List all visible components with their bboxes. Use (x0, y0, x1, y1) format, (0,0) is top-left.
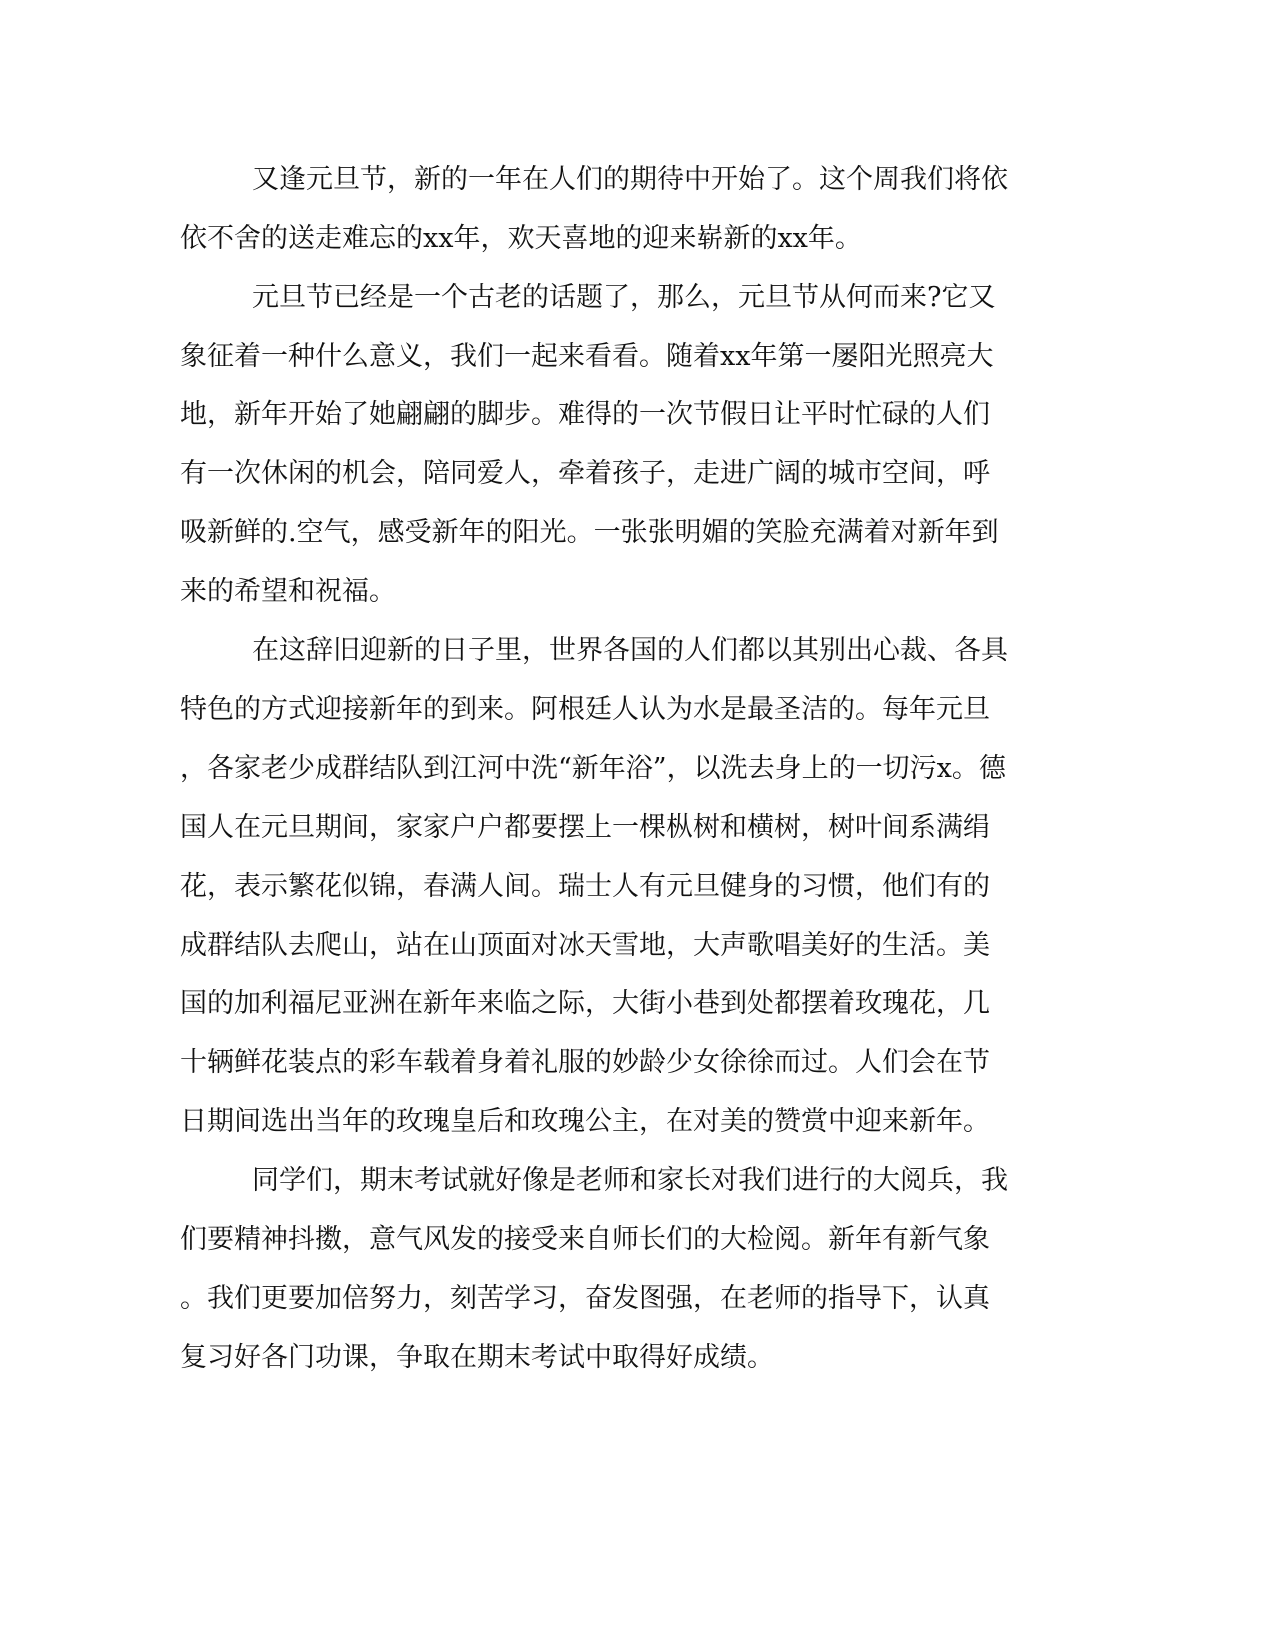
paragraph-2-line-3: 地，新年开始了她翩翩的脚步。难得的一次节假日让平时忙碌的人们 (180, 399, 990, 430)
paragraph-2-line-4: 有一次休闲的机会，陪同爱人，牵着孩子，走进广阔的城市空间，呼 (180, 458, 990, 489)
paragraph-3-line-8: 十辆鲜花装点的彩车载着身着礼服的妙龄少女徐徐而过。人们会在节 (180, 1047, 990, 1078)
paragraph-3-line-7: 国的加利福尼亚洲在新年来临之际，大街小巷到处都摆着玫瑰花，几 (180, 988, 990, 1019)
paragraph-2-line-5: 吸新鲜的.空气，感受新年的阳光。一张张明媚的笑脸充满着对新年到 (180, 517, 999, 548)
paragraph-3-line-9: 日期间选出当年的玫瑰皇后和玫瑰公主，在对美的赞赏中迎来新年。 (180, 1106, 990, 1137)
paragraph-1-line-1: 又逢元旦节，新的一年在人们的期待中开始了。这个周我们将依 (252, 164, 1008, 195)
paragraph-3-line-1: 在这辞旧迎新的日子里，世界各国的人们都以其别出心裁、各具 (252, 635, 1008, 666)
paragraph-3-line-6: 成群结队去爬山，站在山顶面对冰天雪地，大声歌唱美好的生活。美 (180, 930, 990, 961)
paragraph-2-line-6: 来的希望和祝福。 (180, 576, 396, 607)
paragraph-4-line-3: 。我们更要加倍努力，刻苦学习，奋发图强，在老师的指导下，认真 (180, 1283, 990, 1314)
paragraph-2-line-1: 元旦节已经是一个古老的话题了，那么，元旦节从何而来?它又 (252, 282, 996, 313)
paragraph-1-line-2: 依不舍的送走难忘的xx年，欢天喜地的迎来崭新的xx年。 (180, 223, 862, 254)
paragraph-3-line-5: 花，表示繁花似锦，春满人间。瑞士人有元旦健身的习惯，他们有的 (180, 871, 990, 902)
paragraph-4-line-2: 们要精神抖擞，意气风发的接受来自师长们的大检阅。新年有新气象 (180, 1224, 990, 1255)
paragraph-3-line-3: ，各家老少成群结队到江河中洗“新年浴”，以洗去身上的一切污x。德 (180, 753, 1006, 784)
paragraph-3-line-2: 特色的方式迎接新年的到来。阿根廷人认为水是最圣洁的。每年元旦 (180, 694, 990, 725)
paragraph-4-line-1: 同学们，期末考试就好像是老师和家长对我们进行的大阅兵，我 (252, 1165, 1008, 1196)
paragraph-3-line-4: 国人在元旦期间，家家户户都要摆上一棵枞树和横树，树叶间系满绢 (180, 812, 990, 843)
paragraph-2-line-2: 象征着一种什么意义，我们一起来看看。随着xx年第一屡阳光照亮大 (180, 341, 994, 372)
paragraph-4-line-4: 复习好各门功课，争取在期末考试中取得好成绩。 (180, 1342, 774, 1373)
